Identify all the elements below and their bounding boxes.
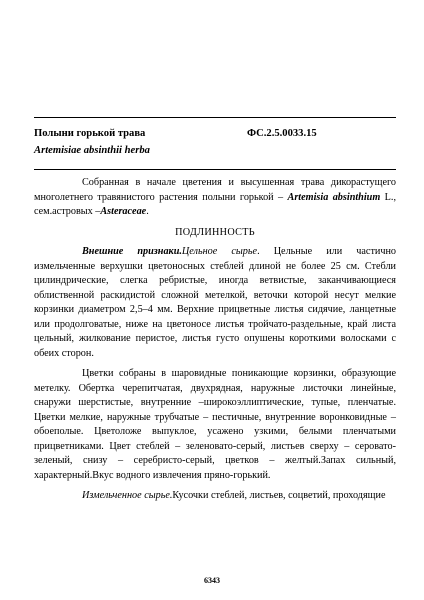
latin-name: Artemisiae absinthii herba [34, 145, 150, 156]
monograph-code: ФС.2.5.0033.15 [247, 128, 317, 139]
header-bottom-rule [34, 169, 396, 170]
flowers-paragraph [34, 367, 396, 483]
intro-text-3: . [146, 206, 149, 217]
intro-text-2: L., сем.астровых – [34, 191, 397, 217]
external-signs-label: Внешние признаки. [82, 246, 182, 257]
monograph-body [34, 176, 396, 510]
header-top-rule [34, 117, 396, 118]
whole-raw-paragraph [34, 245, 396, 361]
intro-paragraph [34, 176, 396, 220]
whole-raw-text: . Цельные или частично измельченные верхушки цветоносных стеблей длиной не более 25 см. Стебли цилиндрические, слегка ребристые, иногда ветвистые, заканчивающиеся облиственной раскидистой сложной метелкой, веточки которой несут мелкие корзинки диаметром 2,5–4 мм. Верхние прицветные листья сидячие, ланцетные или продолговатые, ниже на цветоносе листья тройчато-раздельные, край листа цельный, жилкование перистое, листья густо опушены короткими волосками с обеих сторон. [34, 246, 397, 359]
family-name: Asteraceae [100, 206, 147, 217]
crushed-raw-label: Измельченное сырье. [82, 490, 173, 501]
monograph-title: Полыни горькой трава [34, 128, 146, 139]
crushed-raw-paragraph [34, 489, 396, 504]
page-number: 6343 [204, 576, 220, 585]
intro-text-1: Собранная в начале цветения и высушенная трава дикорастущего многолетнего травянистого растения полыни горькой – [34, 177, 396, 203]
species-name: Artemisia absinthium [287, 191, 381, 203]
whole-raw-label: Цельное сырье [181, 246, 258, 257]
section-heading: ПОДЛИННОСТЬ [175, 226, 255, 238]
crushed-raw-text: Кусочки стеблей, листьев, соцветий, проходящие [172, 490, 386, 501]
flowers-text: Цветки собраны в шаровидные поникающие корзинки, образующие метелку. Обертка черепитчатая, двухрядная, наружные листочки линейные, снаружи шерстистые, внутренние –широкоэллиптические, тупые, пленчатые. Цветки мелкие, наружные трубчатые – пестичные, внутренние воронковидные – обоеполые. Цветоложе выпуклое, усажено узкими, белыми пленчатыми прицветниками. Цвет стеблей – зеленовато-серый, листьев сверху – серовато-зеленый, снизу – серебристо-серый, цветков – желтый.Запах сильный, характерный.Вкус водного извлечения пряно-горький. [34, 368, 396, 481]
